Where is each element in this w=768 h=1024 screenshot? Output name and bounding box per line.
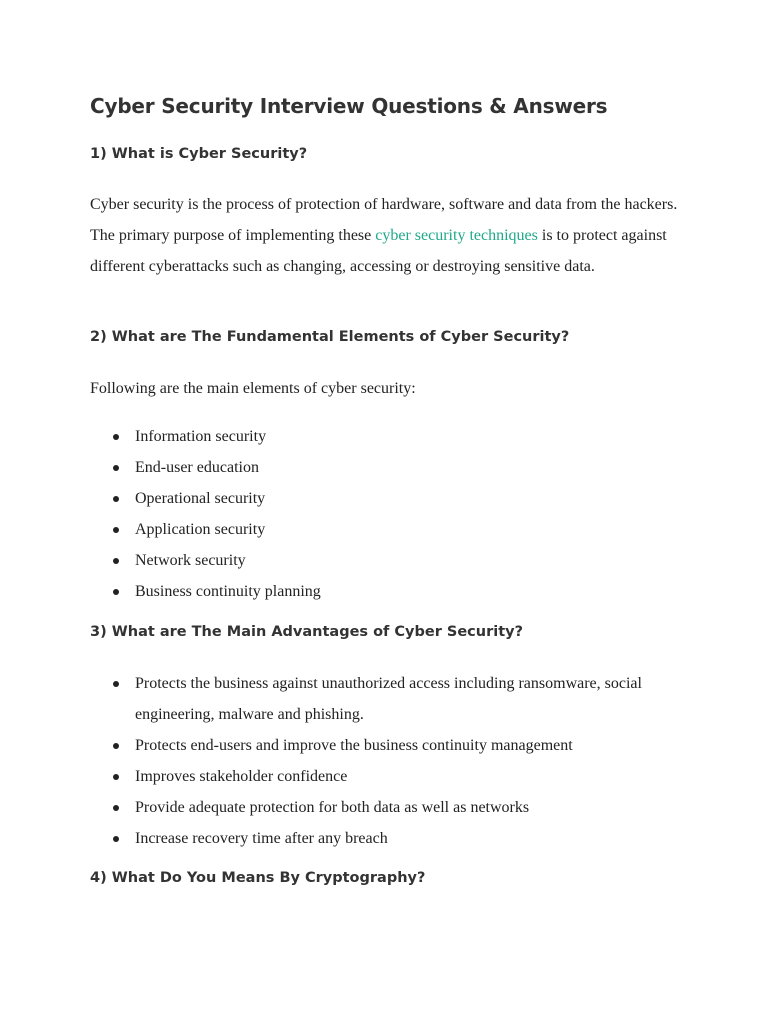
bullet-icon — [113, 558, 119, 564]
list-item — [90, 761, 690, 792]
question-heading-3: 3) What are The Main Advantages of Cyber Security? — [90, 624, 524, 640]
list-item — [90, 483, 690, 514]
cyber-security-techniques-link[interactable]: cyber security techniques — [375, 227, 538, 244]
list-item-text: End-user education — [135, 459, 259, 476]
question-heading-1: 1) What is Cyber Security? — [90, 146, 308, 162]
elements-intro: Following are the main elements of cyber security: — [90, 380, 416, 397]
list-item — [90, 452, 690, 483]
question-heading-2: 2) What are The Fundamental Elements of Cyber Security? — [90, 329, 570, 345]
list-item — [90, 792, 690, 823]
bullet-icon — [113, 743, 119, 749]
bullet-icon — [113, 774, 119, 780]
list-item — [90, 668, 690, 730]
list-item-text: Increase recovery time after any breach — [135, 830, 388, 847]
bullet-icon — [113, 496, 119, 502]
bullet-icon — [113, 434, 119, 440]
elements-list — [90, 421, 690, 607]
advantages-list — [90, 668, 690, 854]
list-item-text: Network security — [135, 552, 246, 569]
list-item — [90, 421, 690, 452]
bullet-icon — [113, 527, 119, 533]
list-item-text: Business continuity planning — [135, 583, 321, 600]
list-item — [90, 823, 690, 854]
bullet-icon — [113, 465, 119, 471]
answer-paragraph-1 — [90, 189, 690, 282]
list-item-text: Improves stakeholder confidence — [135, 768, 348, 785]
list-item-text: Operational security — [135, 490, 266, 507]
bullet-icon — [113, 681, 119, 687]
list-item — [90, 730, 690, 761]
list-item — [90, 576, 690, 607]
paragraph-text-before-link: Cyber security is the process of protection of hardware, software and data from the hackers. The primary purpose of implementing these — [90, 196, 678, 244]
list-item — [90, 514, 690, 545]
page-title: Cyber Security Interview Questions & Answers — [90, 94, 608, 118]
bullet-icon — [113, 589, 119, 595]
paragraph-text-after-link: is to protect against different cyberattacks such as changing, accessing or destroying sensitive data. — [90, 227, 667, 275]
bullet-icon — [113, 805, 119, 811]
bullet-icon — [113, 836, 119, 842]
question-heading-4: 4) What Do You Means By Cryptography? — [90, 870, 426, 886]
list-item-text: Information security — [135, 428, 267, 445]
list-item-text: Application security — [135, 521, 266, 538]
list-item-text: Protects the business against unauthorized access including ransomware, social engineering, malware and phishing. — [135, 675, 642, 723]
list-item-text: Provide adequate protection for both data as well as networks — [135, 799, 530, 816]
list-item — [90, 545, 690, 576]
list-item-text: Protects end-users and improve the business continuity management — [135, 737, 573, 754]
